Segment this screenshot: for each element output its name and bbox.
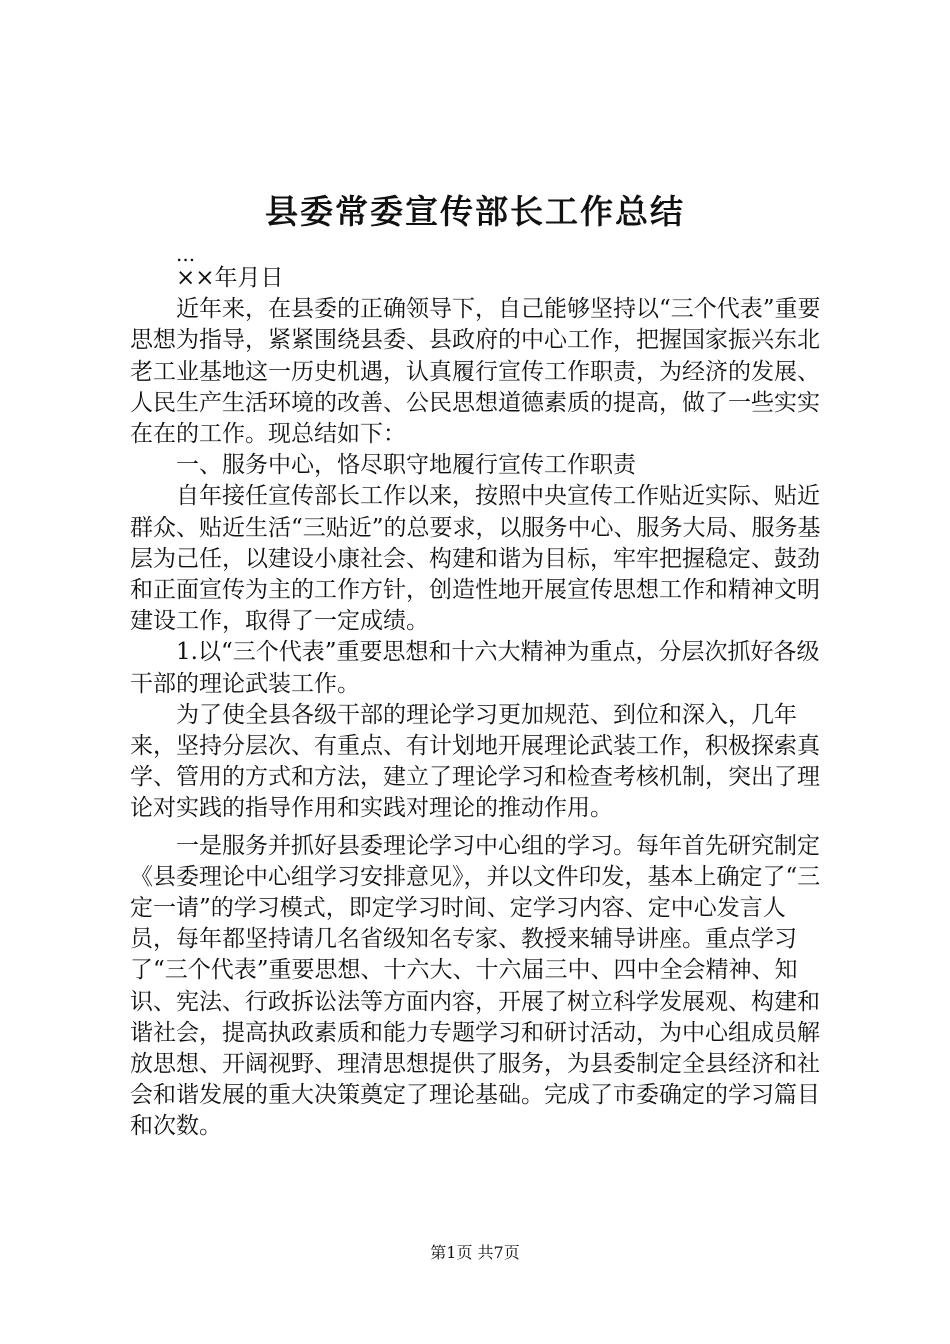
paragraph: 自年接任宣传部长工作以来，按照中央宣传工作贴近实际、贴近群众、贴近生活“三贴近”的总要求，以服务中心、服务大局、服务基层为己任，以建设小康社会、构建和谐为目标，牢牢把握稳定、鼓劲和正面宣传为主的工作方针，创造性地开展宣传思想工作和精神文明建设工作，取得了一定成绩。 bbox=[130, 483, 821, 635]
subsection-heading: 1.以“三个代表”重要思想和十六大精神为重点，分层次抓好各级干部的理论武装工作。 bbox=[130, 639, 820, 697]
paragraph: 一是服务并抓好县委理论学习中心组的学习。每年首先研究制定《县委理论中心组学习安排意见》，并以文件印发，基本上确定了“三定一请”的学习模式，即定学习时间、定学习内容、定中心发言人员，每年都坚持请几名省级知名专家、教授来辅导讲座。重点学习了“三个代表”重要思想、十六大、十六届三中、四中全会精神、知识、宪法、行政拆讼法等方面内容，开展了树立科学发展观、构建和谐社会，提高执政素质和能力专题学习和研讨活动，为中心组成员解放思想、开阔视野、理清思想提供了服务，为县委制定全县经济和社会和谐发展的重大决策奠定了理论基础。完成了市委确定的学习篇目和次数。 bbox=[130, 832, 821, 1140]
document-title: 县委常委宣传部长工作总结 bbox=[265, 192, 685, 231]
paragraph: 为了使全县各级干部的理论学习更加规范、到位和深入，几年来，坚持分层次、有重点、有计划地开展理论武装工作，积极探索真学、管用的方式和方法，建立了理论学习和检查考核机制，突出了理论对实践的指导作用和实践对理论的推动作用。 bbox=[130, 701, 820, 822]
document-body bbox=[130, 242, 830, 1143]
date-line: ××年月日 bbox=[176, 265, 284, 291]
page-footer: 第1页 共7页 bbox=[430, 1243, 520, 1262]
ellipsis-marker: ... bbox=[176, 242, 196, 266]
paragraph-intro: 近年来，在县委的正确领导下，自己能够坚持以“三个代表”重要思想为指导，紧紧围绕县委、县政府的中心工作，把握国家振兴东北老工业基地这一历史机遇，认真履行宣传工作职责，为经济的发展、人民生产生活环境的改善、公民思想道德素质的提高，做了一些实实在在的工作。现总结如下： bbox=[130, 296, 821, 448]
section-heading: 一、服务中心，恪尽职守地履行宣传工作职责 bbox=[176, 452, 636, 479]
